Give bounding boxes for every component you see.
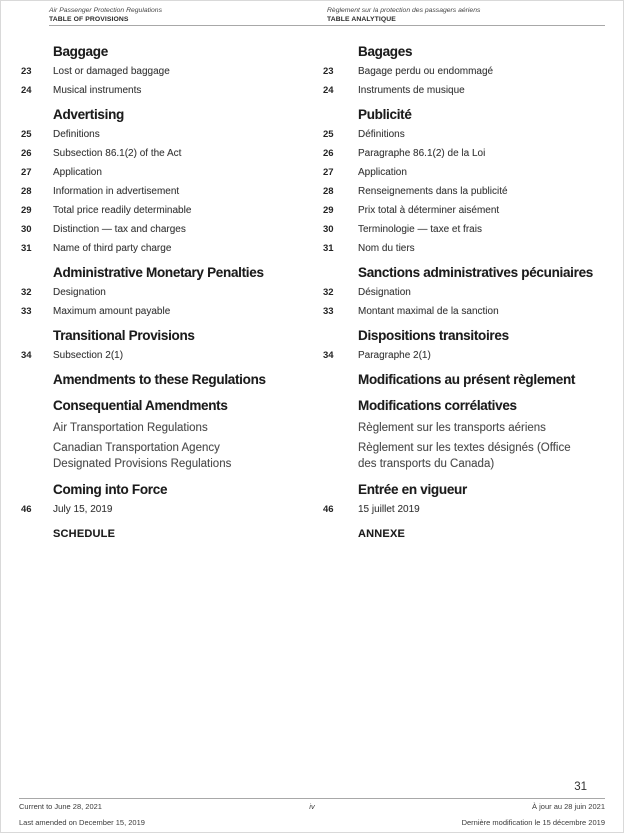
- section-number-fr: [323, 481, 358, 498]
- section-number-en: 25: [21, 129, 32, 140]
- footer-current-to-en: Current to June 28, 2021: [19, 802, 102, 811]
- page-number: 31: [574, 781, 587, 793]
- section-number-fr: 29: [323, 205, 334, 216]
- toc-entry-fr: Bagages: [358, 44, 413, 59]
- toc-entry-fr: Publicité: [358, 107, 412, 122]
- section-number-en: 32: [21, 287, 32, 298]
- toc-row-plain: [1, 420, 605, 436]
- section-number-fr: 23: [323, 66, 334, 77]
- toc-entry-fr: Définitions: [358, 129, 405, 140]
- toc-entry-en: Coming into Force: [53, 482, 168, 497]
- toc-row-31: [1, 243, 605, 255]
- toc-entry-en: SCHEDULE: [53, 528, 116, 540]
- toc-row-plain: [1, 440, 605, 472]
- toc-entry-fr: Prix total à déterminer aisément: [358, 205, 500, 216]
- toc-entry-en: Subsection 2(1): [53, 350, 124, 361]
- footer-sheet-number: iv: [309, 802, 315, 811]
- toc-row-26: [1, 148, 605, 160]
- section-number-fr: 24: [323, 85, 334, 96]
- footer-current-to-fr: À jour au 28 juin 2021: [532, 802, 605, 811]
- section-number-en: [21, 440, 53, 472]
- toc-entry-en: Total price readily determinable: [53, 205, 192, 216]
- header-french: [327, 7, 480, 24]
- doc-section-en: TABLE OF PROVISIONS: [49, 16, 129, 23]
- section-number-fr: [323, 528, 358, 540]
- toc-row-heading: [1, 106, 605, 123]
- section-number-en: 34: [21, 350, 32, 361]
- toc-entry-fr: Modifications au présent règlement: [358, 372, 576, 387]
- toc-entry-en: Administrative Monetary Penalties: [53, 265, 264, 280]
- section-number-fr: 26: [323, 148, 334, 159]
- footer-line-2: [19, 818, 605, 827]
- section-number-fr: 32: [323, 287, 334, 298]
- section-number-en: 33: [21, 306, 32, 317]
- toc-row-34: [1, 350, 605, 362]
- toc-entry-fr: Renseignements dans la publicité: [358, 186, 508, 197]
- toc-entry-en: Designation: [53, 287, 106, 298]
- toc-entry-en: Transitional Provisions: [53, 328, 195, 343]
- section-number-fr: [323, 43, 358, 60]
- toc-row-23: [1, 66, 605, 78]
- section-number-en: [21, 43, 53, 60]
- section-number-fr: [323, 264, 358, 281]
- section-number-fr: 34: [323, 350, 334, 361]
- toc-row-heading: [1, 481, 605, 498]
- toc-row-30: [1, 224, 605, 236]
- toc-row-27: [1, 167, 605, 179]
- toc-row-28: [1, 186, 605, 198]
- toc-row-32: [1, 287, 605, 299]
- section-number-en: [21, 371, 53, 388]
- toc-entry-fr: Dispositions transitoires: [358, 328, 509, 343]
- toc-row-46: [1, 504, 605, 516]
- section-number-en: 26: [21, 148, 32, 159]
- toc-entry-en: Maximum amount payable: [53, 306, 171, 317]
- section-number-fr: [323, 397, 358, 414]
- toc-entry-en: Information in advertisement: [53, 186, 180, 197]
- toc-row-24: [1, 85, 605, 97]
- doc-section-fr: TABLE ANALYTIQUE: [327, 16, 396, 23]
- toc-entry-fr: Règlement sur les transports aériens: [358, 422, 546, 434]
- section-number-en: [21, 528, 53, 540]
- toc-row-schedule: [1, 528, 605, 540]
- footer-last-amended-fr: Dernière modification le 15 décembre 2019: [461, 818, 605, 827]
- section-number-en: [21, 106, 53, 123]
- toc-row-heading: [1, 264, 605, 281]
- doc-title-en: Air Passenger Protection Regulations: [49, 7, 162, 14]
- toc-entry-en: Distinction — tax and charges: [53, 224, 186, 235]
- toc-entry-en: Amendments to these Regulations: [53, 372, 266, 387]
- toc-entry-fr: Paragraphe 2(1): [358, 350, 431, 361]
- toc-row-heading: [1, 43, 605, 60]
- toc-entry-en: Definitions: [53, 129, 100, 140]
- section-number-en: 23: [21, 66, 32, 77]
- toc-entry-fr: Instruments de musique: [358, 85, 465, 96]
- section-number-fr: [323, 420, 358, 436]
- section-number-en: [21, 481, 53, 498]
- toc-entry-fr: Terminologie — taxe et frais: [358, 224, 482, 235]
- toc-entry-fr: Bagage perdu ou endommagé: [358, 66, 494, 77]
- toc-entry-fr: Sanctions administratives pécuniaires: [358, 265, 593, 280]
- section-number-fr: 25: [323, 129, 334, 140]
- toc-rows: [1, 34, 605, 547]
- section-number-fr: [323, 440, 358, 472]
- section-number-en: 27: [21, 167, 32, 178]
- toc-entry-en: Musical instruments: [53, 85, 142, 96]
- toc-row-heading: [1, 327, 605, 344]
- toc-row-25: [1, 129, 605, 141]
- footer-last-amended-en: Last amended on December 15, 2019: [19, 818, 145, 827]
- doc-title-fr: Règlement sur la protection des passagers aériens: [327, 7, 481, 14]
- toc-entry-en: Consequential Amendments: [53, 398, 228, 413]
- toc-entry-fr: Montant maximal de la sanction: [358, 306, 499, 317]
- section-number-fr: [323, 371, 358, 388]
- section-number-en: 28: [21, 186, 32, 197]
- section-number-en: [21, 327, 53, 344]
- section-number-en: 24: [21, 85, 32, 96]
- section-number-fr: 27: [323, 167, 334, 178]
- toc-entry-fr: Modifications corrélatives: [358, 398, 517, 413]
- section-number-en: [21, 397, 53, 414]
- section-number-en: 30: [21, 224, 32, 235]
- section-number-fr: [323, 106, 358, 123]
- section-number-fr: 28: [323, 186, 334, 197]
- toc-entry-en: Subsection 86.1(2) of the Act: [53, 148, 182, 159]
- toc-entry-en: Advertising: [53, 107, 124, 122]
- toc-entry-fr: Nom du tiers: [358, 243, 415, 254]
- section-number-fr: 33: [323, 306, 334, 317]
- section-number-en: [21, 264, 53, 281]
- toc-entry-en: Canadian Transportation Agency Designated Provisions Regulations: [53, 442, 232, 470]
- toc-entry-fr: Paragraphe 86.1(2) de la Loi: [358, 148, 486, 159]
- toc-entry-en: Lost or damaged baggage: [53, 66, 170, 77]
- toc-entry-en: Baggage: [53, 44, 108, 59]
- section-number-fr: [323, 327, 358, 344]
- toc-entry-en: Application: [53, 167, 102, 178]
- section-number-en: 29: [21, 205, 32, 216]
- toc-row-heading: [1, 371, 605, 388]
- page-header: [49, 7, 605, 25]
- toc-row-29: [1, 205, 605, 217]
- toc-row-33: [1, 306, 605, 318]
- toc-entry-fr: Entrée en vigueur: [358, 482, 467, 497]
- header-rule: [49, 25, 605, 26]
- toc-entry-en: July 15, 2019: [53, 504, 113, 515]
- footer-rule: [19, 798, 605, 799]
- header-english: [49, 7, 162, 24]
- toc-entry-fr: Application: [358, 167, 407, 178]
- section-number-en: [21, 420, 53, 436]
- toc-entry-fr: Règlement sur les textes désignés (Office des transports du Canada): [358, 442, 571, 470]
- toc-entry-fr: Désignation: [358, 287, 411, 298]
- toc-entry-en: Air Transportation Regulations: [53, 422, 208, 434]
- footer-line-1: [19, 802, 605, 811]
- toc-entry-fr: 15 juillet 2019: [358, 504, 420, 515]
- section-number-en: 46: [21, 504, 32, 515]
- section-number-fr: 30: [323, 224, 334, 235]
- toc-row-heading: [1, 397, 605, 414]
- section-number-fr: 46: [323, 504, 334, 515]
- toc-entry-fr: ANNEXE: [358, 528, 406, 540]
- section-number-fr: 31: [323, 243, 334, 254]
- toc-entry-en: Name of third party charge: [53, 243, 172, 254]
- section-number-en: 31: [21, 243, 32, 254]
